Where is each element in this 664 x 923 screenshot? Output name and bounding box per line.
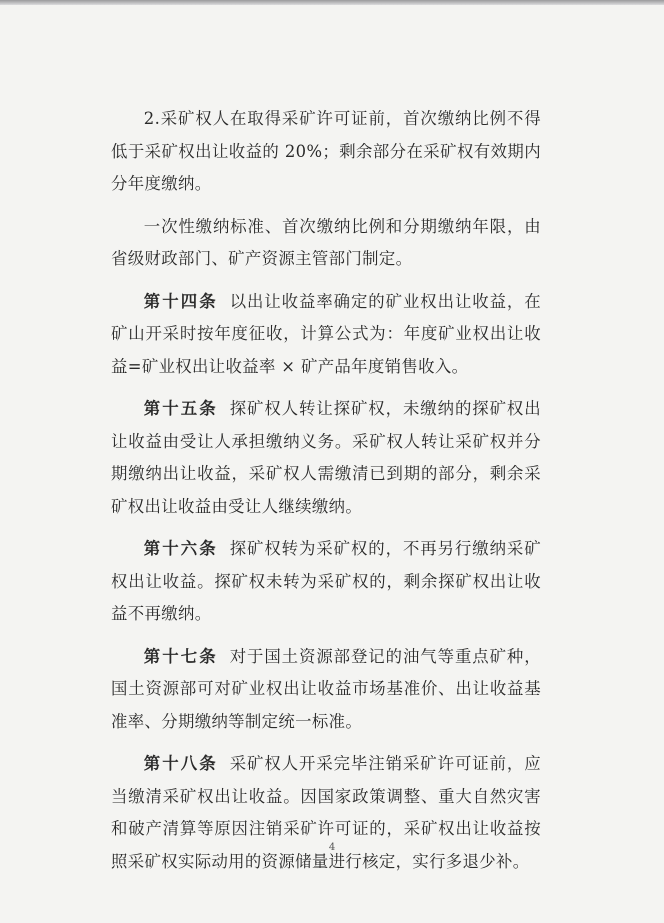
paragraph-1: [111, 103, 541, 201]
article-16: [111, 533, 541, 631]
article-17: [111, 641, 541, 739]
document-page: [0, 5, 664, 923]
article-18: [111, 748, 541, 878]
paragraph-2: [111, 211, 541, 276]
paragraph-text: 对于国土资源部登记的油气等重点矿种，国土资源部可对矿业权出让收益市场基准价、出让收益基准率、分期缴纳等制定统一标准。: [111, 646, 541, 731]
paragraph-text: 采矿权人开采完毕注销采矿许可证前，应当缴清采矿权出让收益。因国家政策调整、重大自然灾害和破产清算等原因注销采矿许可证的，采矿权出让收益按照采矿权实际动用的资源储量进行核定，实行多退少补。: [111, 754, 541, 871]
article-15: [111, 393, 541, 523]
article-heading: 第十四条: [143, 291, 218, 311]
paragraph-text: 2.采矿权人在取得采矿许可证前，首次缴纳比例不得低于采矿权出让收益的 20%；剩余部分在采矿权有效期内分年度缴纳。: [111, 109, 541, 193]
document-body: [111, 103, 541, 888]
page-number: 4: [328, 842, 336, 853]
article-heading: 第十八条: [143, 754, 218, 773]
paragraph-text: 一次性缴纳标准、首次缴纳比例和分期缴纳年限，由省级财政部门、矿产资源主管部门制定。: [111, 216, 541, 268]
paragraph-text: 探矿权转为采矿权的，不再另行缴纳采矿权出让收益。探矿权未转为采矿权的，剩余探矿权出让收益不再缴纳。: [111, 539, 541, 623]
paragraph-text: 探矿权人转让探矿权，未缴纳的探矿权出让收益由受让人承担缴纳义务。采矿权人转让采矿权并分期缴纳出让收益，采矿权人需缴清已到期的部分，剩余采矿权出让收益由受让人继续缴纳。: [111, 399, 541, 516]
article-heading: 第十六条: [143, 539, 218, 558]
paragraph-text: 以出让收益率确定的矿业权出让收益，在矿山开采时按年度征收，计算公式为：年度矿业权出让收益=矿业权出让收益率 × 矿产品年度销售收入。: [111, 291, 541, 376]
article-heading: 第十七条: [143, 646, 218, 666]
article-heading: 第十五条: [143, 399, 218, 418]
article-14: [111, 286, 541, 384]
